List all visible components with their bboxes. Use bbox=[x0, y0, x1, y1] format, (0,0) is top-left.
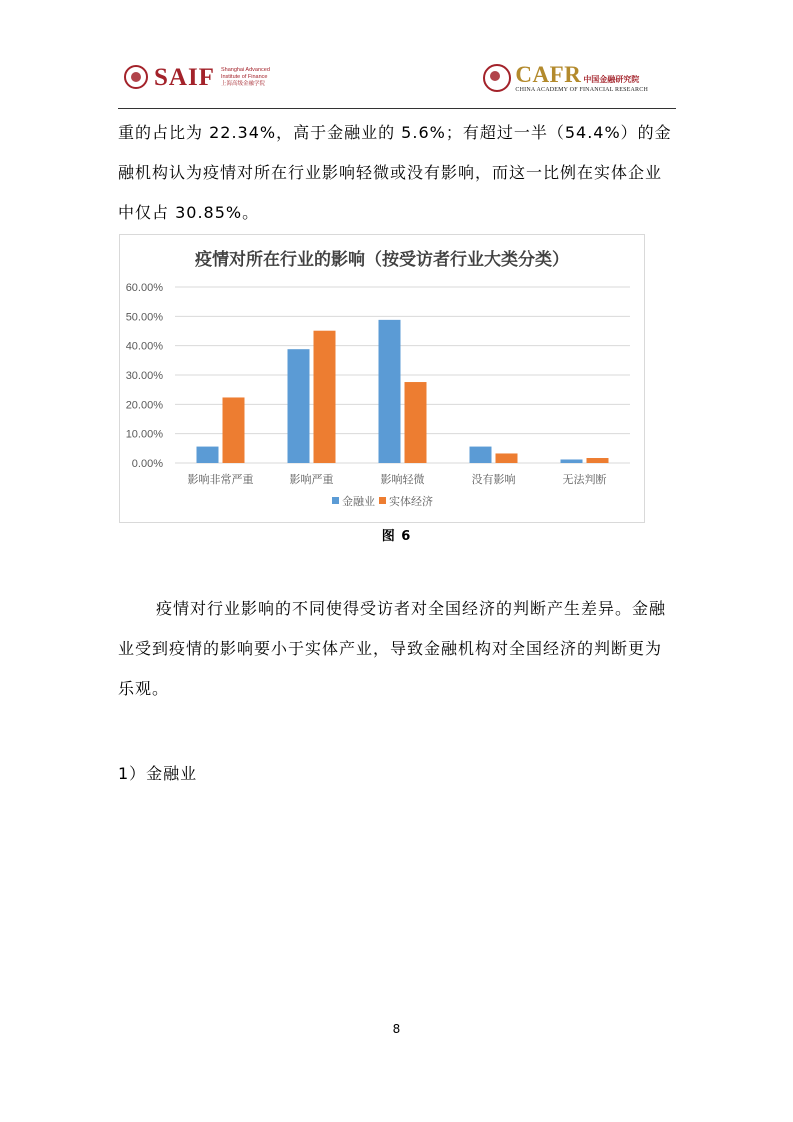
x-tick-label: 无法判断 bbox=[562, 473, 607, 486]
x-tick-label: 没有影响 bbox=[471, 473, 516, 486]
y-tick-label: 20.00% bbox=[125, 399, 163, 412]
saif-sub-line: Institute of Finance bbox=[220, 73, 268, 80]
bar bbox=[288, 349, 310, 463]
x-tick-label: 影响严重 bbox=[289, 473, 334, 486]
bar bbox=[496, 453, 518, 463]
bar bbox=[405, 382, 427, 463]
saif-subtitle bbox=[221, 67, 270, 88]
x-tick-label: 影响轻微 bbox=[380, 473, 425, 486]
bar bbox=[314, 331, 336, 463]
cafr-seal-icon bbox=[483, 64, 511, 92]
y-tick-label: 60.00% bbox=[125, 282, 163, 294]
cafr-chinese-name: 中国金融研究院 bbox=[583, 75, 640, 84]
section-subheading: 1）金融业 bbox=[118, 764, 198, 783]
bar bbox=[223, 397, 245, 463]
bar bbox=[470, 447, 492, 463]
saif-logo bbox=[124, 60, 270, 94]
cafr-logo bbox=[483, 60, 648, 96]
bar bbox=[587, 458, 609, 463]
paragraph-2: 疫情对行业影响的不同使得受访者对全国经济的判断产生差异。金融业受到疫情的影响要小于实体产业，导致金融机构对全国经济的判断更为乐观。 bbox=[118, 599, 667, 698]
saif-wordmark: SAIF bbox=[154, 63, 215, 91]
bar bbox=[561, 459, 583, 463]
legend-entry: 实体经济 bbox=[389, 495, 433, 508]
y-tick-label: 0.00% bbox=[131, 458, 163, 470]
legend-swatch bbox=[332, 497, 339, 504]
page-number: 8 bbox=[392, 1022, 401, 1036]
legend-swatch bbox=[379, 497, 386, 504]
chart-container bbox=[119, 234, 645, 523]
chart-title: 疫情对所在行业的影响（按受访者行业大类分类） bbox=[195, 250, 569, 270]
x-tick-label: 影响非常严重 bbox=[187, 473, 254, 486]
header-divider bbox=[118, 108, 676, 109]
saif-sub-line: 上海高级金融学院 bbox=[220, 80, 265, 87]
saif-sub-line: Shanghai Advanced bbox=[220, 66, 270, 73]
y-tick-label: 30.00% bbox=[125, 370, 163, 382]
figure-caption: 图 6 bbox=[381, 529, 412, 544]
bar bbox=[197, 447, 219, 463]
cafr-wordmark: CAFR bbox=[515, 62, 582, 87]
cafr-english-name: CHINA ACADEMY OF FINANCIAL RESEARCH bbox=[515, 87, 648, 93]
y-tick-label: 50.00% bbox=[125, 311, 163, 324]
saif-seal-icon bbox=[124, 65, 148, 89]
bar-chart bbox=[120, 235, 644, 522]
bar bbox=[379, 320, 401, 463]
y-tick-label: 40.00% bbox=[125, 340, 163, 353]
page-header bbox=[118, 52, 676, 108]
legend-entry: 金融业 bbox=[342, 495, 375, 508]
paragraph-1: 重的占比为 22.34%，高于金融业的 5.6%；有超过一半（54.4%）的金融机构认为疫情对所在行业影响轻微或没有影响，而这一比例在实体企业中仅占 30.85%。 bbox=[118, 123, 672, 222]
y-tick-label: 10.00% bbox=[125, 428, 163, 441]
